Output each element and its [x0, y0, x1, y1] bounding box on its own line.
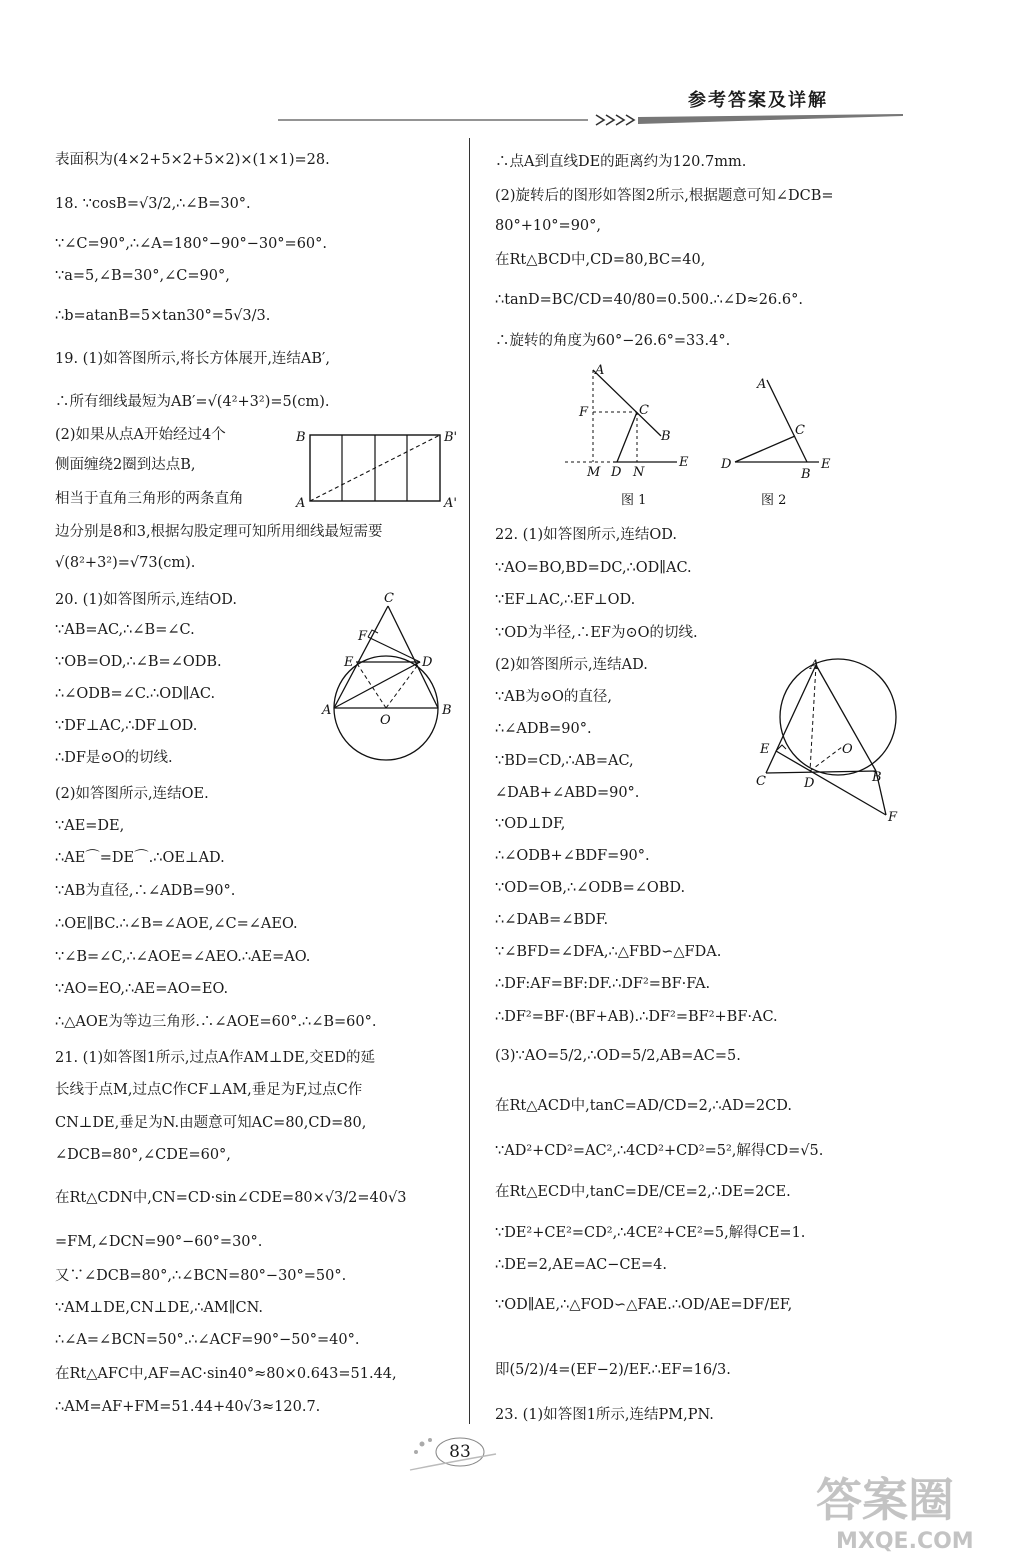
- fig22-label: E: [760, 742, 770, 757]
- text-line: 20. (1)如答图所示,连结OD.: [55, 592, 237, 608]
- text-line: CN⊥DE,垂足为N.由题意可知AC=80,CD=80,: [55, 1115, 367, 1131]
- text-line: ∴DE=2,AE=AC−CE=4.: [495, 1257, 668, 1273]
- figure-21-2: [715, 370, 845, 510]
- text-line: 在Rt△CDN中,CN=CD·sin∠CDE=80×√3/2=40√3: [55, 1190, 407, 1206]
- text-line: ∵OD⊥DF,: [495, 816, 566, 832]
- fig20-label: E: [344, 655, 354, 670]
- text-line: ∵AD²+CD²=AC²,∴4CD²+CD²=5²,解得CD=√5.: [495, 1143, 824, 1159]
- text-line: =FM,∠DCN=90°−60°=30°.: [55, 1234, 263, 1250]
- figure-22-circle: [750, 655, 910, 825]
- text-line: 22. (1)如答图所示,连结OD.: [495, 527, 677, 543]
- text-line: ∵BD=CD,∴AB=AC,: [495, 753, 634, 769]
- text-line: 18. ∵cosB=√3/2,∴∠B=30°.: [55, 196, 251, 212]
- figure-19-unfolded-box: [292, 425, 462, 515]
- text-line: (2)如答图所示,连结OE.: [55, 786, 209, 802]
- fig21-2-label: D: [721, 457, 732, 472]
- text-line: ∴∠ODB+∠BDF=90°.: [495, 848, 650, 864]
- fig21-1-label: N: [633, 465, 645, 480]
- text-line: ∵∠BFD=∠DFA,∴△FBD∽△FDA.: [495, 944, 722, 960]
- text-line: 长线于点M,过点C作CF⊥AM,垂足为F,过点C作: [55, 1082, 363, 1098]
- fig22-label: D: [804, 776, 815, 791]
- text-line: ∴AE⌒=DE⌒.∴OE⊥AD.: [55, 850, 225, 866]
- fig21-1-caption: 图 1: [621, 493, 647, 508]
- text-line: ∴点A到直线DE的距离约为120.7mm.: [495, 154, 747, 170]
- fig21-1-label: E: [679, 455, 689, 470]
- text-line: ∵AB为⊙O的直径,: [495, 689, 612, 705]
- text-line: (3)∵AO=5/2,∴OD=5/2,AB=AC=5.: [495, 1048, 741, 1064]
- text-line: ∵AM⊥DE,CN⊥DE,∴AM∥CN.: [55, 1300, 263, 1316]
- fig22-label: A: [810, 658, 820, 673]
- fig19-label: A: [296, 496, 306, 511]
- text-line: ∴∠DAB=∠BDF.: [495, 912, 609, 928]
- text-line: ∵AB为直径,∴∠ADB=90°.: [55, 883, 236, 899]
- fig22-label: O: [842, 742, 853, 757]
- text-line: ∴旋转的角度为60°−26.6°=33.4°.: [495, 333, 731, 349]
- text-line: ∵∠B=∠C,∴∠AOE=∠AEO.∴AE=AO.: [55, 949, 311, 965]
- text-line: ∴DF²=BF·(BF+AB).∴DF²=BF²+BF·AC.: [495, 1009, 778, 1025]
- text-line: ∵EF⊥AC,∴EF⊥OD.: [495, 592, 636, 608]
- fig22-label: F: [888, 810, 898, 825]
- fig21-1-label: M: [587, 465, 601, 480]
- text-line: ∴tanD=BC/CD=40/80=0.500.∴∠D≈26.6°.: [495, 292, 803, 308]
- text-line: 19. (1)如答图所示,将长方体展开,连结AB′,: [55, 351, 330, 367]
- fig21-2-label: B: [801, 467, 811, 482]
- text-line: 在Rt△ACD中,tanC=AD/CD=2,∴AD=2CD.: [495, 1098, 792, 1114]
- watermark-logo: [806, 1456, 1006, 1556]
- text-line: 21. (1)如答图1所示,过点A作AM⊥DE,交ED的延: [55, 1050, 375, 1066]
- text-line: ∵OD为半径,∴EF为⊙O的切线.: [495, 625, 698, 641]
- fig19-label: B: [296, 430, 306, 445]
- fig21-2-label: C: [795, 423, 805, 438]
- text-line: 即(5/2)/4=(EF−2)/EF.∴EF=16/3.: [495, 1362, 731, 1378]
- header-decorative-rule: [278, 112, 903, 126]
- text-line: (2)旋转后的图形如答图2所示,根据题意可知∠DCB=: [495, 188, 834, 204]
- text-line: ∵AO=BO,BD=DC,∴OD∥AC.: [495, 560, 692, 576]
- text-line: 相当于直角三角形的两条直角: [55, 491, 244, 507]
- fig20-label: B: [442, 703, 452, 718]
- text-line: 表面积为(4×2+5×2+5×2)×(1×1)=28.: [55, 152, 330, 168]
- text-line: 在Rt△AFC中,AF=AC·sin40°≈80×0.643=51.44,: [55, 1366, 397, 1382]
- fig20-label: D: [422, 655, 433, 670]
- fig22-label: C: [756, 774, 766, 789]
- text-line: ∵AB=AC,∴∠B=∠C.: [55, 622, 195, 638]
- text-line: ∠DAB+∠ABD=90°.: [495, 785, 640, 801]
- text-line: ∴∠A=∠BCN=50°.∴∠ACF=90°−50°=40°.: [55, 1332, 360, 1348]
- text-line: 边分别是8和3,根据勾股定理可知所用细线最短需要: [55, 524, 383, 540]
- text-line: 在Rt△BCD中,CD=80,BC=40,: [495, 252, 706, 268]
- fig20-label: C: [384, 591, 394, 606]
- text-line: 侧面缠绕2圈到达点B,: [55, 457, 196, 473]
- text-line: ∴b=atanB=5×tan30°=5√3/3.: [55, 308, 271, 324]
- text-line: ∵AO=EO,∴AE=AO=EO.: [55, 981, 229, 997]
- text-line: ∴DF是⊙O的切线.: [55, 750, 173, 766]
- fig19-label: B': [444, 430, 458, 445]
- text-line: ∵∠C=90°,∴∠A=180°−90°−30°=60°.: [55, 236, 328, 252]
- fig21-1-label: B: [661, 429, 671, 444]
- text-line: ∴所有细线最短为AB′=√(4²+3²)=5(cm).: [55, 394, 330, 410]
- text-line: 80°+10°=90°,: [495, 218, 602, 234]
- text-line: ∴∠ODB=∠C.∴OD∥AC.: [55, 686, 216, 702]
- fig21-2-caption: 图 2: [761, 493, 787, 508]
- watermark-text: 答案圈: [816, 1473, 954, 1527]
- fig20-label: F: [358, 629, 368, 644]
- text-line: ∵DF⊥AC,∴DF⊥OD.: [55, 718, 198, 734]
- column-divider: [469, 138, 470, 1424]
- text-line: ∵a=5,∠B=30°,∠C=90°,: [55, 268, 230, 284]
- text-line: ∴OE∥BC.∴∠B=∠AOE,∠C=∠AEO.: [55, 916, 298, 932]
- text-line: ∵OD∥AE,∴△FOD∽△FAE.∴OD/AE=DF/EF,: [495, 1297, 793, 1313]
- text-line: (2)如果从点A开始经过4个: [55, 427, 226, 443]
- page-number: 83: [449, 1442, 471, 1462]
- text-line: 在Rt△ECD中,tanC=DE/CE=2,∴DE=2CE.: [495, 1184, 791, 1200]
- text-line: ∵OD=OB,∴∠ODB=∠OBD.: [495, 880, 686, 896]
- watermark-subtext: MXQE.COM: [836, 1529, 974, 1554]
- text-line: 23. (1)如答图1所示,连结PM,PN.: [495, 1407, 714, 1423]
- text-line: ∴DF:AF=BF:DF.∴DF²=BF·FA.: [495, 976, 711, 992]
- text-line: ∴∠ADB=90°.: [495, 721, 592, 737]
- page-header-title: 参考答案及详解: [688, 90, 828, 111]
- fig22-label: B: [872, 770, 882, 785]
- fig19-label: A': [444, 496, 457, 511]
- figure-21-1: [565, 360, 705, 510]
- fig21-1-label: C: [639, 403, 649, 418]
- fig21-2-label: E: [821, 457, 831, 472]
- fig20-label: O: [380, 713, 391, 728]
- text-line: ∵AE=DE,: [55, 818, 125, 834]
- fig21-1-label: F: [579, 405, 589, 420]
- figure-20-circle-triangle: [318, 590, 468, 770]
- text-line: ∵DE²+CE²=CD²,∴4CE²+CE²=5,解得CE=1.: [495, 1225, 806, 1241]
- text-line: ∴AM=AF+FM=51.44+40√3≈120.7.: [55, 1399, 321, 1415]
- fig21-2-label: A: [757, 377, 767, 392]
- text-line: ∴△AOE为等边三角形.∴∠AOE=60°.∴∠B=60°.: [55, 1014, 377, 1030]
- text-line: √(8²+3²)=√73(cm).: [55, 555, 196, 571]
- fig21-1-label: D: [611, 465, 622, 480]
- fig20-label: A: [322, 703, 332, 718]
- text-line: ∵OB=OD,∴∠B=∠ODB.: [55, 654, 222, 670]
- fig21-1-label: A: [595, 363, 605, 378]
- text-line: (2)如答图所示,连结AD.: [495, 657, 648, 673]
- text-line: 又∵∠DCB=80°,∴∠BCN=80°−30°=50°.: [55, 1268, 347, 1284]
- text-line: ∠DCB=80°,∠CDE=60°,: [55, 1147, 231, 1163]
